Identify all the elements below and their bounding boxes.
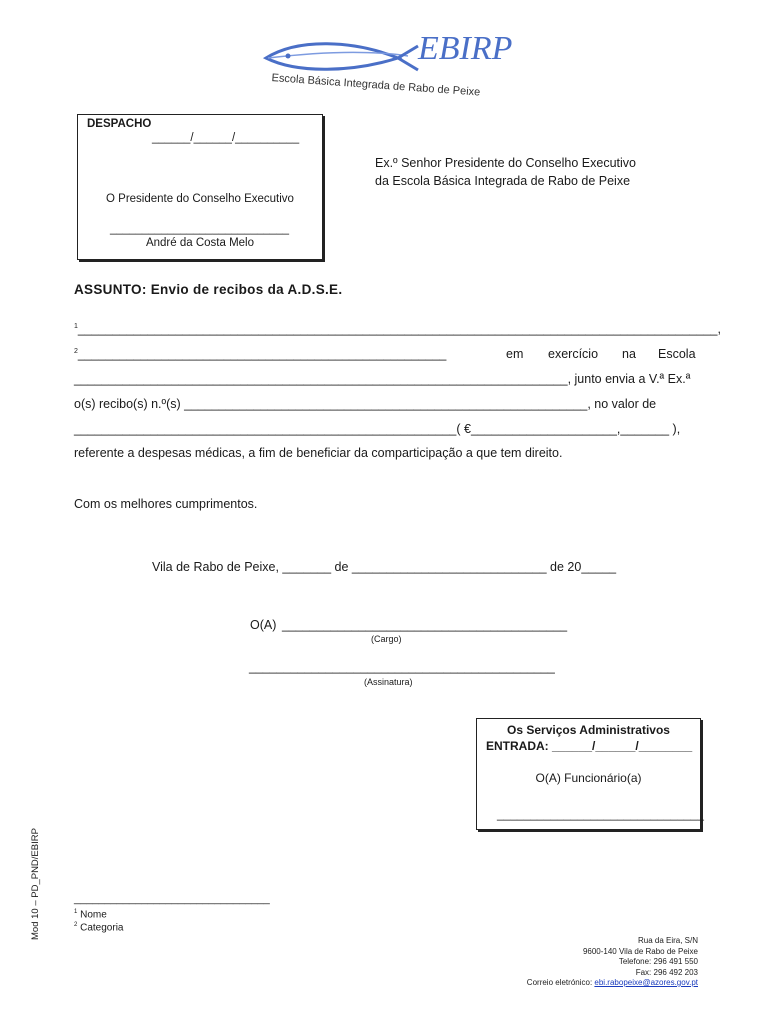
despacho-date-line[interactable]: ______/______/__________ [152,132,300,144]
footnote-1-num: 1 [74,909,78,915]
cargo-label: (Cargo) [371,634,402,644]
form-line-name[interactable] [74,322,721,336]
address-phone: Telefone: 296 491 550 [618,957,698,966]
signature-prefix: O(A) [250,618,277,632]
footnote-ref-2: 2 [74,347,78,355]
logo-mark: EBIRP [418,30,513,67]
subject: ASSUNTO: Envio de recibos da A.D.S.E. [74,282,343,297]
address-postal: 9600-140 Vila de Rabo de Peixe [582,946,698,956]
school-address [438,936,698,989]
entrada-line[interactable]: ENTRADA: ______/______/________ [486,739,693,753]
despacho-box [77,114,323,260]
email-label: Correio eletrónico: [526,978,593,987]
footnote-2 [74,922,123,933]
closing: Com os melhores cumprimentos. [74,497,258,511]
footnote-rule: ________________________________ [74,893,270,905]
despacho-name: André da Costa Melo [145,237,255,249]
name-field[interactable]: ____________________________________________________________________________________________, [77,322,721,336]
footnote-2-num: 2 [74,922,78,928]
footnote-1-text: Nome [80,909,107,921]
email-link[interactable]: ebi.rabopeixe@azores.gov.pt [594,978,698,987]
despacho-title: DESPACHO [87,118,152,130]
word-em: em [506,347,524,361]
category-field[interactable]: _____________________________________________________ [77,347,447,361]
school-field-line[interactable]: _______________________________________________________________________, junto envia a V.ª Ex.ª [74,372,691,386]
recipient-line-1: Ex.º Senhor Presidente do Conselho Executivo [375,156,636,170]
servicos-box [476,718,704,830]
footnote-1 [74,909,107,920]
address-fax: Fax: 296 492 203 [635,967,698,977]
footnote-2-text: Categoria [80,922,124,934]
signature-field[interactable]: ____________________________________________ [249,660,555,674]
form-line-category[interactable] [74,347,484,361]
address-email-row [438,978,698,989]
address-street: Rua da Eira, S/N [637,936,698,945]
amount-field-line[interactable]: _______________________________________________________( €_____________________,_______ ), [74,422,681,436]
word-escola: Escola [658,347,696,361]
logo-school-name: Escola Básica Integrada de Rabo de Peixe [271,72,481,99]
servicos-title: Os Serviços Administrativos [507,723,670,737]
purpose-text: referente a despesas médicas, a fim de beneficiar da comparticipação a que tem direito. [74,446,563,460]
footnote-ref-1: 1 [74,322,78,330]
funcionario-sign-line[interactable]: _______________________________ [497,807,704,821]
place-date-line[interactable]: Vila de Rabo de Peixe, _______ de ____________________________ de 20_____ [152,560,617,574]
receipts-field-line[interactable]: o(s) recibo(s) n.º(s) __________________________________________________________, no valor de [74,397,657,411]
funcionario-label: O(A) Funcionário(a) [535,771,642,785]
despacho-role: O Presidente do Conselho Executivo [106,193,294,205]
word-exercicio: exercício [548,347,599,361]
cargo-field[interactable]: _________________________________________ [282,618,568,632]
recipient-line-2: da Escola Básica Integrada de Rabo de Peixe [375,174,631,188]
word-na: na [622,347,636,361]
despacho-sign-line[interactable]: ____________________________ [110,223,290,235]
signature-label: (Assinatura) [364,677,413,687]
form-code: Mod 10 – PD_PND/EBIRP [30,828,41,940]
